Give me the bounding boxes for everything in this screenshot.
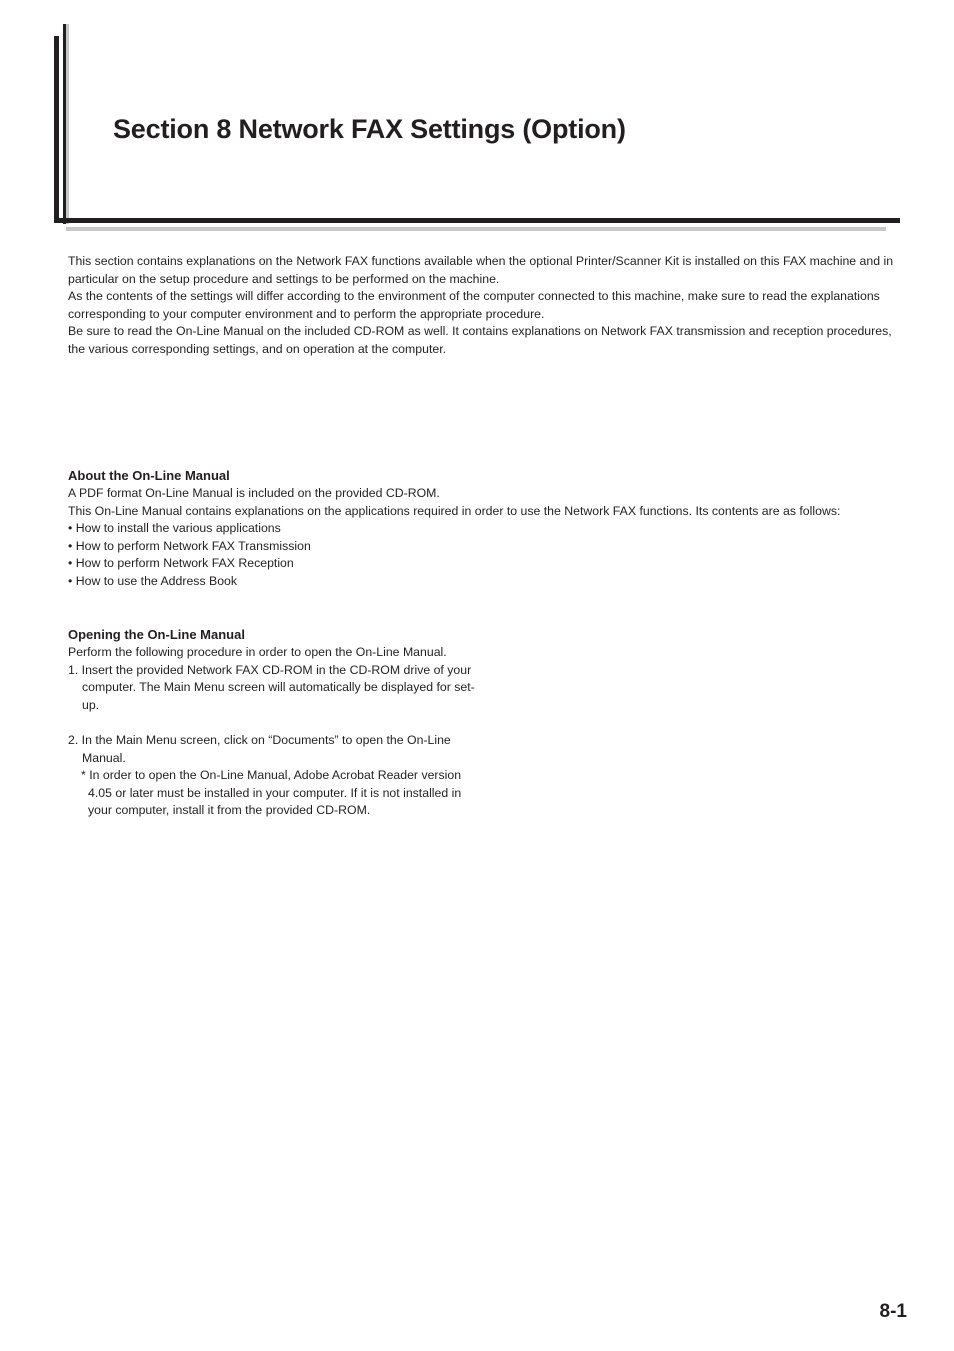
list-item: • How to install the various applications bbox=[68, 521, 281, 536]
about-line: A PDF format On-Line Manual is included on the provided CD-ROM. bbox=[68, 486, 440, 500]
about-line: This On-Line Manual contains explanations on the applications required in order to use the Network FAX functions. Its contents are as follows: bbox=[68, 503, 841, 518]
header-rule-shade bbox=[66, 227, 886, 231]
opening-section bbox=[68, 626, 488, 820]
procedure-step-2: 2. In the Main Menu screen, click on “Documents” to open the On-Line Manual. bbox=[68, 732, 451, 765]
procedure-step-1: 1. Insert the provided Network FAX CD-ROM in the CD-ROM drive of your computer. The Main Menu screen will automatically be displayed for set-up. bbox=[68, 662, 475, 712]
opening-intro: Perform the following procedure in order to open the On-Line Manual. bbox=[68, 645, 447, 659]
header-rule bbox=[54, 218, 900, 223]
header-bar-thick bbox=[54, 36, 59, 222]
list-item: • How to perform Network FAX Reception bbox=[68, 556, 294, 571]
about-heading: About the On-Line Manual bbox=[68, 468, 230, 483]
intro-paragraph: As the contents of the settings will differ according to the environment of the computer connected to this machine, make sure to read the explanations corresponding to your computer environment and to perform the appropriate procedure. bbox=[68, 289, 880, 321]
opening-heading: Opening the On-Line Manual bbox=[68, 627, 245, 642]
header-bar-shade bbox=[66, 24, 69, 224]
intro-paragraph: This section contains explanations on the Network FAX functions available when the optional Printer/Scanner Kit is installed on this FAX machine and in particular on the setup procedure and settings to be performed on the machine. bbox=[68, 254, 894, 286]
page-title: Section 8 Network FAX Settings (Option) bbox=[113, 114, 626, 144]
about-section bbox=[68, 467, 898, 591]
list-item: • How to use the Address Book bbox=[68, 573, 238, 588]
contents-list bbox=[68, 520, 898, 590]
page-number: 8-1 bbox=[879, 1301, 907, 1322]
intro-section bbox=[68, 253, 898, 359]
list-item: • How to perform Network FAX Transmission bbox=[68, 538, 311, 553]
intro-paragraph: Be sure to read the On-Line Manual on the included CD-ROM as well. It contains explanations on Network FAX transmission and reception procedures, the various corresponding settings, and on operation at the computer. bbox=[68, 324, 892, 356]
procedure-note: * In order to open the On-Line Manual, Adobe Acrobat Reader version 4.05 or later must be installed in your computer. If it is not installed in your computer, install it from the provided CD-ROM. bbox=[81, 768, 462, 818]
